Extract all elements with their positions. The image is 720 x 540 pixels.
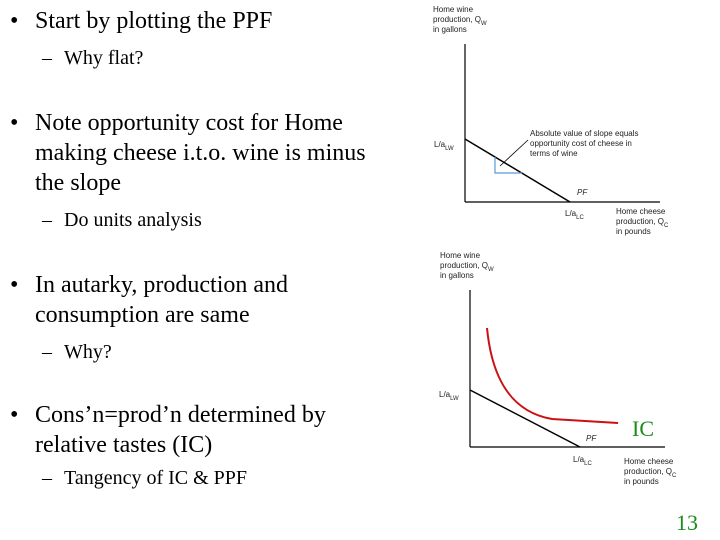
bullet-glyph: • [10, 110, 19, 136]
bottom-ppf-line [470, 390, 580, 447]
bottom-x-axis-label-line1: Home cheese [624, 457, 674, 466]
top-annotation-line2: opportunity cost of cheese in [530, 139, 632, 148]
bottom-x-axis-label-line3: in pounds [624, 477, 659, 486]
top-x-axis-label-line3: in pounds [616, 227, 651, 236]
bullet-glyph: • [10, 402, 19, 428]
bottom-ppf-label: PF [586, 434, 597, 443]
top-y-axis-label-line3: in gallons [433, 25, 467, 34]
bullet-4-sub-text: Tangency of IC & PPF [64, 467, 248, 489]
top-y-axis-label-line1: Home wine [433, 5, 474, 14]
bullet-glyph: • [10, 8, 19, 34]
bottom-ppf-diagram [439, 251, 677, 486]
bullet-1-text: Start by plotting the PPF [35, 8, 273, 34]
top-y-intercept-label: $L/a_{LW}$ [434, 140, 454, 152]
bottom-y-axis-label-line3: in gallons [440, 271, 474, 280]
dash-glyph: – [42, 47, 52, 69]
bottom-x-intercept-label: $L/a_{LC}$ [573, 455, 592, 467]
top-ppf-diagram [433, 5, 669, 236]
top-x-axis-label-line1: Home cheese [616, 207, 666, 216]
bullet-glyph: • [10, 272, 19, 298]
page-number: 13 [676, 510, 698, 535]
bottom-y-intercept-label: $L/a_{LW}$ [439, 390, 459, 402]
top-x-intercept-label: $L/a_{LC}$ [565, 209, 584, 221]
dash-glyph: – [42, 341, 52, 363]
bullet-1-sub-text: Why flat? [64, 47, 144, 69]
top-y-axis-label-line2: production, $Q_W$ [433, 15, 487, 27]
ic-label: IC [632, 416, 654, 441]
bullet-4-text: Cons’n=prod’n determined by relative tastes (IC) [35, 402, 326, 458]
top-annotation-line3: terms of wine [530, 149, 578, 158]
bottom-x-axis-label-line2: production, $Q_C$ [624, 467, 677, 479]
bullet-2-text: Note opportunity cost for Home making cheese i.t.o. wine is minus the slope [35, 110, 366, 196]
top-annotation-line1: Absolute value of slope equals [530, 129, 639, 138]
bullet-2-sub-text: Do units analysis [64, 209, 202, 231]
bottom-y-axis-label-line1: Home wine [440, 251, 481, 260]
top-ppf-label: PF [577, 188, 588, 197]
bullet-3-text: In autarky, production and consumption are same [35, 272, 289, 328]
top-annotation-pointer [500, 140, 528, 166]
bullet-3-sub-text: Why? [64, 341, 112, 363]
top-x-axis-label-line2: production, $Q_C$ [616, 217, 669, 229]
bottom-y-axis-label-line2: production, $Q_W$ [440, 261, 494, 273]
dash-glyph: – [42, 467, 52, 489]
dash-glyph: – [42, 209, 52, 231]
